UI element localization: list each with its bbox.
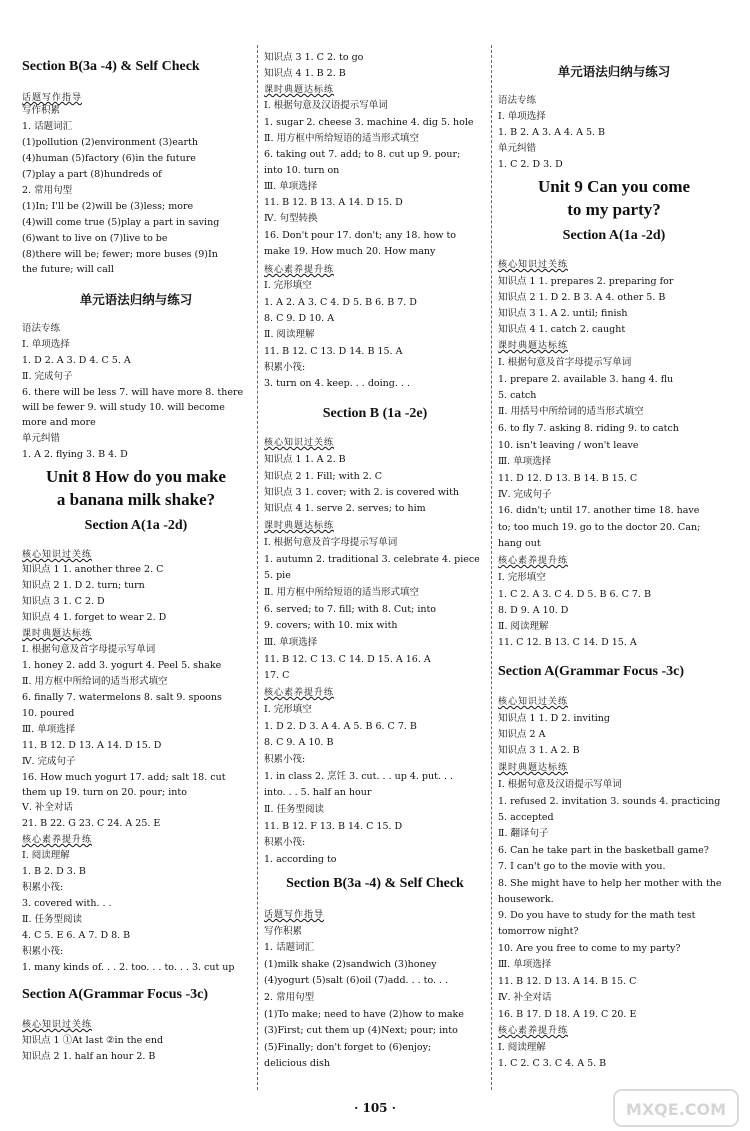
answer-line: 3. covered with. . . bbox=[22, 898, 112, 909]
answer-line: Ⅰ. 单项选择 bbox=[22, 339, 70, 350]
answer-line: housework. bbox=[498, 894, 554, 905]
answer-line: 1. B 2. D 3. B bbox=[22, 866, 86, 877]
answer-line: 1. honey 2. add 3. yogurt 4. Peel 5. shake bbox=[22, 660, 222, 671]
answer-line: Ⅰ. 阅读理解 bbox=[22, 850, 70, 861]
answer-line: Ⅱ. 阅读理解 bbox=[498, 621, 549, 632]
answer-line: (4)will come true (5)play a part in saving bbox=[22, 217, 220, 228]
answer-line: Ⅰ. 根据句意及汉语提示写单词 bbox=[264, 100, 388, 111]
answer-line: 4. C 5. E 6. A 7. D 8. B bbox=[22, 930, 131, 941]
answer-line: 知识点 3 1. C 2. D bbox=[22, 596, 105, 607]
answer-line: 知识点 3 1. A 2. until; finish bbox=[498, 308, 628, 319]
section-heading: Section A(Grammar Focus -3c) bbox=[498, 664, 684, 679]
subsection-label: 核心知识过关练 bbox=[498, 260, 569, 270]
answer-line: 11. B 12. C 13. D 14. B 15. A bbox=[264, 346, 403, 357]
answer-line: (1)To make; need to have (2)how to make bbox=[264, 1009, 464, 1020]
answer-line: 积累小筏: bbox=[22, 946, 64, 957]
answer-line: 11. B 12. B 13. A 14. D 15. D bbox=[264, 197, 403, 208]
answer-line: 知识点 3 1. cover; with 2. is covered with bbox=[264, 487, 460, 498]
answer-line: (5)Finally; don't forget to (6)enjoy; bbox=[264, 1042, 432, 1053]
unit-title: to my party? bbox=[567, 200, 661, 219]
answer-line: Ⅰ. 阅读理解 bbox=[498, 1042, 546, 1053]
answer-line: (1)pollution (2)environment (3)earth bbox=[22, 137, 198, 148]
answer-line: 11. B 12. D 13. A 14. B 15. C bbox=[498, 976, 637, 987]
answer-line: 1. prepare 2. available 3. hang 4. flu bbox=[498, 374, 674, 385]
answer-line: 8. She might have to help her mother with the bbox=[498, 878, 722, 889]
answer-line: 知识点 4 1. forget to wear 2. D bbox=[22, 612, 167, 623]
answer-line: 16. didn't; until 17. another time 18. have bbox=[498, 505, 700, 516]
answer-line: (1)milk shake (2)sandwich (3)honey bbox=[264, 959, 437, 970]
subsection-label: 课时典题达标练 bbox=[22, 629, 93, 639]
answer-line: 2. 常用句型 bbox=[22, 185, 73, 196]
answer-line: 1. D 2. D 3. A 4. A 5. B 6. C 7. B bbox=[264, 721, 417, 732]
answer-line: Ⅱ. 任务型阅读 bbox=[22, 914, 82, 925]
answer-line: Ⅰ. 根据句意及首字母提示写单词 bbox=[498, 357, 632, 368]
answer-line: tomorrow night? bbox=[498, 926, 579, 937]
answer-line: 1. C 2. D 3. D bbox=[498, 159, 563, 170]
answer-line: make 19. How much 20. How many bbox=[264, 246, 436, 257]
answer-line: (4)yogurt (5)salt (6)oil (7)add. . . to. . . bbox=[264, 975, 449, 986]
answer-line: 6. finally 7. watermelons 8. salt 9. spoons bbox=[22, 692, 222, 703]
answer-line: (3)First; cut them up (4)Next; pour; into bbox=[264, 1025, 458, 1036]
answer-line: 8. D 9. A 10. D bbox=[498, 605, 569, 616]
answer-line: 语法专练 bbox=[498, 95, 537, 106]
answer-line: 11. B 12. C 13. C 14. D 15. A 16. A bbox=[264, 654, 431, 665]
subsection-label: 核心素养提升练 bbox=[264, 688, 335, 698]
answer-line: 1. in class 2. 烹饪 3. cut. . . up 4. put. . . bbox=[264, 771, 454, 782]
answer-line: 单元纠错 bbox=[498, 143, 537, 154]
answer-line: Ⅱ. 用方框中所给短语的适当形式填空 bbox=[264, 133, 419, 144]
section-heading: Section B(3a -4) & Self Check bbox=[22, 59, 200, 74]
answer-line: to; too much 19. go to the doctor 20. Can; bbox=[498, 522, 701, 533]
answer-line: Ⅳ. 完成句子 bbox=[22, 756, 76, 767]
answer-line: 知识点 2 1. half an hour 2. B bbox=[22, 1051, 156, 1062]
section-heading: Section A(Grammar Focus -3c) bbox=[22, 987, 208, 1002]
subsection-label: 课时典题达标练 bbox=[264, 521, 335, 531]
answer-line: 2. 常用句型 bbox=[264, 992, 315, 1003]
answer-line: 知识点 1 ①At last ②in the end bbox=[22, 1035, 164, 1046]
answer-line: (1)In; I'll be (2)will be (3)less; more bbox=[22, 201, 194, 212]
answer-line: 知识点 2 A bbox=[498, 729, 546, 740]
answer-line: them up 19. turn on 20. pour; into bbox=[22, 787, 187, 798]
subsection-label: 核心知识过关练 bbox=[498, 697, 569, 707]
section-heading: Section B (1a -2e) bbox=[322, 406, 428, 421]
answer-line: 16. Don't pour 17. don't; any 18. how to bbox=[264, 230, 457, 241]
answer-line: Ⅳ. 完成句子 bbox=[498, 489, 552, 500]
answer-line: 5. catch bbox=[498, 390, 537, 401]
section-heading: Section A(1a -2d) bbox=[562, 228, 666, 243]
answer-line: 11. B 12. D 13. A 14. D 15. D bbox=[22, 740, 162, 751]
answer-line: Ⅲ. 单项选择 bbox=[264, 181, 318, 192]
subsection-label: 核心知识过关练 bbox=[22, 550, 93, 560]
unit-title: Unit 8 How do you make bbox=[46, 467, 226, 486]
subsection-label: 话题写作指导 bbox=[22, 93, 83, 103]
answer-line: 1. 话题词汇 bbox=[264, 942, 315, 953]
answer-line: 1. 话题词汇 bbox=[22, 121, 73, 132]
section-heading: Section B(3a -4) & Self Check bbox=[286, 876, 464, 891]
answer-line: (6)want to live on (7)live to be bbox=[22, 233, 168, 244]
subsection-label: 核心素养提升练 bbox=[264, 265, 335, 275]
answer-line: 6. taking out 7. add; to 8. cut up 9. pour; bbox=[264, 149, 461, 160]
answer-line: 知识点 1 1. D 2. inviting bbox=[498, 713, 611, 724]
answer-line: into 10. turn on bbox=[264, 165, 340, 176]
answer-line: Ⅱ. 用括号中所给词的适当形式填空 bbox=[498, 406, 644, 417]
answer-line: 1. C 2. C 3. C 4. A 5. B bbox=[498, 1058, 607, 1069]
answer-line: hang out bbox=[498, 538, 541, 549]
answer-line: 9. Do you have to study for the math test bbox=[498, 910, 696, 921]
answer-line: 6. served; to 7. fill; with 8. Cut; into bbox=[264, 604, 437, 615]
answer-line: 17. C bbox=[264, 670, 290, 681]
answer-line: 积累小筏: bbox=[264, 754, 306, 765]
answer-line: 1. sugar 2. cheese 3. machine 4. dig 5. hole bbox=[264, 117, 474, 128]
answer-line: will be fewer 9. will study 10. will become bbox=[22, 402, 225, 413]
answer-line: 1. D 2. A 3. D 4. C 5. A bbox=[22, 355, 131, 366]
answer-line: 语法专练 bbox=[22, 323, 61, 334]
answer-line: Ⅲ. 单项选择 bbox=[498, 959, 552, 970]
answer-line: 知识点 2 1. D 2. turn; turn bbox=[22, 580, 145, 591]
answer-line: Ⅱ. 用方框中所给短语的适当形式填空 bbox=[264, 587, 419, 598]
answer-line: 写作积累 bbox=[22, 105, 61, 116]
answer-line: 知识点 2 1. Fill; with 2. C bbox=[264, 471, 383, 482]
answer-line: Ⅰ. 完形填空 bbox=[498, 572, 546, 583]
answer-line: Ⅱ. 任务型阅读 bbox=[264, 804, 324, 815]
answer-line: 6. there will be less 7. will have more 8. there bbox=[22, 387, 244, 398]
answer-line: Ⅴ. 补全对话 bbox=[22, 802, 73, 813]
answer-line: Ⅰ. 完形填空 bbox=[264, 280, 312, 291]
answer-line: 知识点 1 1. A 2. B bbox=[264, 454, 346, 465]
answer-line: 10. Are you free to come to my party? bbox=[498, 943, 681, 954]
column-divider bbox=[491, 45, 492, 1090]
answer-line: 知识点 4 1. serve 2. serves; to him bbox=[264, 503, 426, 514]
unit-title: a banana milk shake? bbox=[56, 490, 216, 509]
answer-line: 知识点 1 1. prepares 2. preparing for bbox=[498, 276, 674, 287]
answer-line: 1. B 2. A 3. A 4. A 5. B bbox=[498, 127, 606, 138]
answer-line: 积累小筏: bbox=[264, 362, 306, 373]
unit-title: Unit 9 Can you come bbox=[537, 177, 691, 196]
answer-line: 知识点 1 1. another three 2. C bbox=[22, 564, 164, 575]
answer-line: delicious dish bbox=[264, 1058, 330, 1069]
answer-line: 积累小筏: bbox=[264, 837, 306, 848]
subsection-label: 话题写作指导 bbox=[264, 910, 325, 920]
watermark-text: MXQE.COM bbox=[625, 1100, 727, 1119]
answer-line: Ⅱ. 翻译句子 bbox=[498, 828, 549, 839]
answer-line: (8)there will be; fewer; more buses (9)In bbox=[22, 249, 218, 260]
answer-line: Ⅰ. 根据句意及首字母提示写单词 bbox=[264, 537, 398, 548]
answer-line: 11. D 12. D 13. B 14. B 15. C bbox=[498, 473, 638, 484]
answer-line: 1. refused 2. invitation 3. sounds 4. practicing bbox=[498, 796, 721, 807]
answer-line: more and more bbox=[22, 417, 96, 428]
answer-line: 11. B 12. F 13. B 14. C 15. D bbox=[264, 821, 403, 832]
answer-line: (4)human (5)factory (6)in the future bbox=[22, 153, 196, 164]
answer-line: 写作积累 bbox=[264, 926, 303, 937]
answer-line: 9. covers; with 10. mix with bbox=[264, 620, 398, 631]
answer-line: 7. I can't go to the movie with you. bbox=[498, 861, 666, 872]
watermark-logo bbox=[612, 1088, 740, 1128]
answer-line: 8. C 9. A 10. B bbox=[264, 737, 334, 748]
answer-line: 1. C 2. A 3. C 4. D 5. B 6. C 7. B bbox=[498, 589, 651, 600]
answer-line: Ⅰ. 根据句意及汉语提示写单词 bbox=[498, 779, 622, 790]
answer-line: 知识点 3 1. C 2. to go bbox=[264, 52, 364, 63]
answer-line: Ⅲ. 单项选择 bbox=[498, 456, 552, 467]
subsection-label: 核心素养提升练 bbox=[498, 1026, 569, 1036]
answer-line: (7)play a part (8)hundreds of bbox=[22, 169, 162, 180]
answer-line: 1. autumn 2. traditional 3. celebrate 4. piece bbox=[264, 554, 480, 565]
answer-line: 5. accepted bbox=[498, 812, 554, 823]
answer-line: Ⅳ. 补全对话 bbox=[498, 992, 552, 1003]
answer-line: 1. A 2. flying 3. B 4. D bbox=[22, 449, 128, 460]
answer-line: 6. Can he take part in the basketball game? bbox=[498, 845, 709, 856]
answer-line: 1. many kinds of. . . 2. too. . . to. . . 3. cut up bbox=[22, 962, 235, 973]
answer-line: Ⅰ. 完形填空 bbox=[264, 704, 312, 715]
answer-line: 10. isn't leaving / won't leave bbox=[498, 440, 639, 451]
answer-line: into. . . 5. half an hour bbox=[264, 787, 372, 798]
answer-line: 16. B 17. D 18. A 19. C 20. E bbox=[498, 1009, 637, 1020]
answer-line: 单元纠错 bbox=[22, 433, 61, 444]
answer-line: 10. poured bbox=[22, 708, 75, 719]
answer-line: Ⅲ. 单项选择 bbox=[264, 637, 318, 648]
answer-line: 16. How much yogurt 17. add; salt 18. cut bbox=[22, 772, 226, 783]
subsection-label: 核心素养提升练 bbox=[22, 835, 93, 845]
answer-line: Ⅱ. 阅读理解 bbox=[264, 329, 315, 340]
answer-line: Ⅱ. 用方框中所给词的适当形式填空 bbox=[22, 676, 168, 687]
subsection-label: 课时典题达标练 bbox=[264, 85, 335, 95]
answer-line: 6. to fly 7. asking 8. riding 9. to catch bbox=[498, 423, 679, 434]
answer-line: 知识点 4 1. catch 2. caught bbox=[498, 324, 626, 335]
answer-line: 21. B 22. G 23. C 24. A 25. E bbox=[22, 818, 161, 829]
chapter-heading: 单元语法归纳与练习 bbox=[557, 64, 671, 79]
answer-line: 知识点 3 1. A 2. B bbox=[498, 745, 580, 756]
answer-line: the future; will call bbox=[22, 264, 114, 275]
chapter-heading: 单元语法归纳与练习 bbox=[79, 292, 193, 307]
answer-line: 知识点 2 1. D 2. B 3. A 4. other 5. B bbox=[498, 292, 666, 303]
column-divider bbox=[257, 45, 258, 1090]
answer-line: 5. pie bbox=[264, 570, 291, 581]
answer-line: Ⅰ. 单项选择 bbox=[498, 111, 546, 122]
answer-line: 3. turn on 4. keep. . . doing. . . bbox=[264, 378, 410, 389]
subsection-label: 核心素养提升练 bbox=[498, 556, 569, 566]
subsection-label: 课时典题达标练 bbox=[498, 341, 569, 351]
answer-line: Ⅳ. 句型转换 bbox=[264, 213, 318, 224]
answer-line: Ⅱ. 完成句子 bbox=[22, 371, 73, 382]
page-number: · 105 · bbox=[354, 1101, 396, 1115]
subsection-label: 课时典题达标练 bbox=[498, 763, 569, 773]
answer-line: 8. C 9. D 10. A bbox=[264, 313, 335, 324]
answer-line: Ⅰ. 根据句意及首字母提示写单词 bbox=[22, 644, 156, 655]
answer-line: 知识点 4 1. B 2. B bbox=[264, 68, 346, 79]
answer-line: 1. according to bbox=[264, 854, 337, 865]
subsection-label: 核心知识过关练 bbox=[22, 1020, 93, 1030]
answer-line: 积累小筏: bbox=[22, 882, 64, 893]
answer-line: 11. C 12. B 13. C 14. D 15. A bbox=[498, 637, 637, 648]
answer-line: Ⅲ. 单项选择 bbox=[22, 724, 76, 735]
section-heading: Section A(1a -2d) bbox=[84, 518, 188, 533]
subsection-label: 核心知识过关练 bbox=[264, 438, 335, 448]
answer-line: 1. A 2. A 3. C 4. D 5. B 6. B 7. D bbox=[264, 297, 417, 308]
